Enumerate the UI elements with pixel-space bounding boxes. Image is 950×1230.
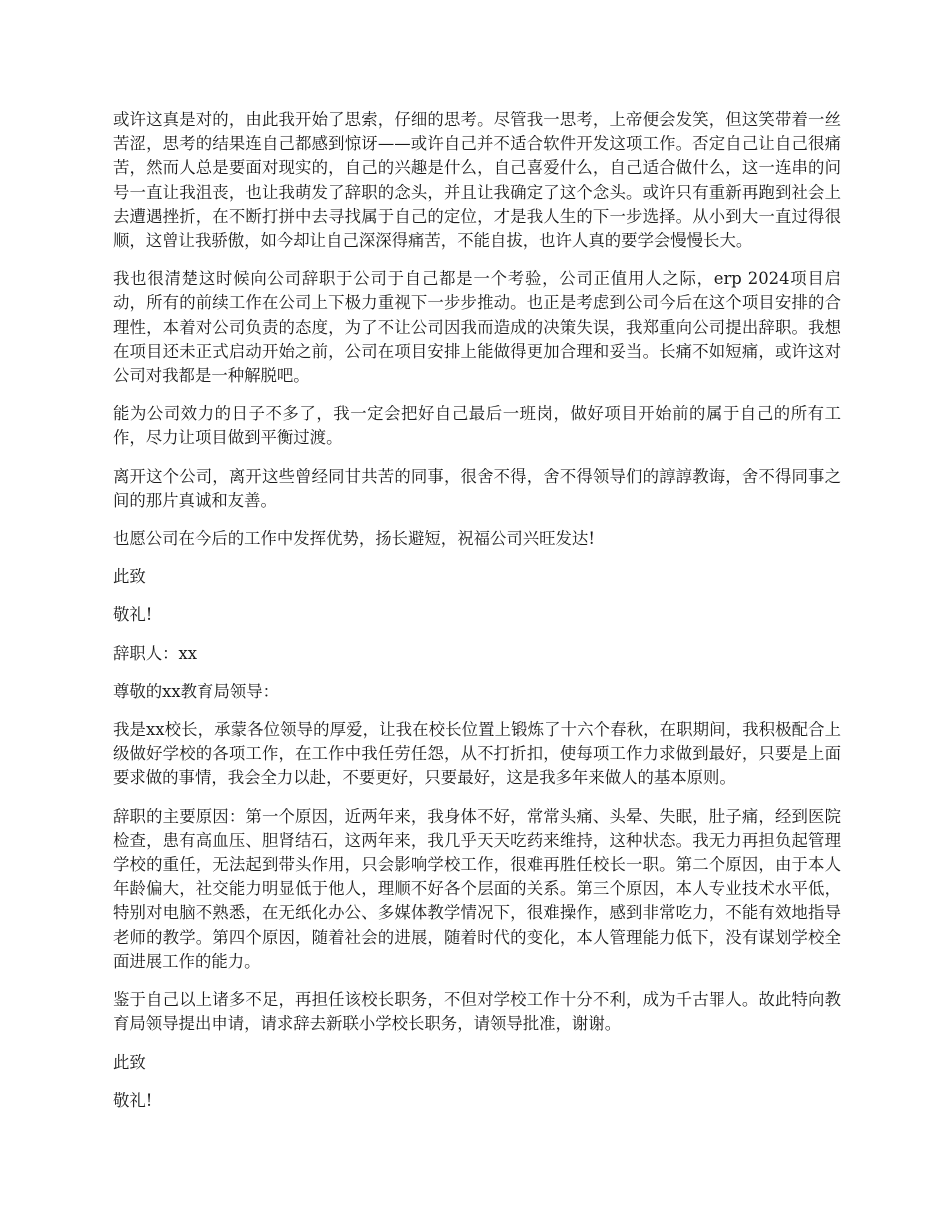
- paragraph-last-duty: 能为公司效力的日子不多了，我一定会把好自己最后一班岗，做好项目开始前的属于自己的所有工作，尽力让项目做到平衡过渡。: [113, 404, 841, 448]
- paragraph-resignation-reasons: 辞职的主要原因：第一个原因，近两年来，我身体不好，常常头痛、头晕、失眠，肚子痛，经到医院检查，患有高血压、胆肾结石，这两年来，我几乎天天吃药来维持，这种状态。我无力再担负起管理学校的重任，无法起到带头作用，只会影响学校工作，很难再胜任校长一职。第二个原因，由于本人年龄偏大，社交能力明显低于他人，理顺不好各个层面的关系。第三个原因，本人专业技术水平低，特别对电脑不熟悉，在无纸化办公、多媒体教学情况下，很难操作，感到非常吃力，不能有效地指导老师的教学。第四个原因，随着社会的进展，随着时代的变化，本人管理能力低下，没有谋划学校全面进展工作的能力。: [113, 806, 841, 971]
- closing-cizhi: 此致: [113, 567, 146, 587]
- paragraph-request: 鉴于自己以上诸多不足，再担任该校长职务，不但对学校工作十分不利，成为千古罪人。故此特向教育局领导提出申请，请求辞去新联小学校长职务，请领导批准，谢谢。: [113, 990, 841, 1034]
- paragraph-blessing: 也愿公司在今后的工作中发挥优势，扬长避短，祝福公司兴旺发达!: [113, 529, 595, 549]
- closing-jingli: 敬礼!: [113, 605, 153, 625]
- document-body: [113, 108, 841, 1127]
- signature-line: 辞职人：xx: [113, 643, 198, 663]
- paragraph-reflection: 或许这真是对的，由此我开始了思索，仔细的思考。尽管我一思考，上帝便会发笑，但这笑带着一丝苦涩，思考的结果连自己都感到惊讶——或许自己并不适合软件开发这项工作。否定自己让自己很痛苦，然而人总是要面对现实的，自己的兴趣是什么，自己喜爱什么，自己适合做什么，这一连串的问号一直让我沮丧，也让我萌发了辞职的念头，并且让我确定了这个念头。或许只有重新再跑到社会上去遭遇挫折，在不断打拼中去寻找属于自己的定位，才是我人生的下一步选择。从小到大一直过得很顺，这曾让我骄傲，如今却让自己深深得痛苦，不能自拔，也许人真的要学会慢慢长大。: [113, 110, 841, 251]
- letter-salutation: 尊敬的xx教育局领导：: [113, 681, 280, 701]
- closing-jingli-2: 敬礼!: [113, 1090, 153, 1110]
- paragraph-company-timing: 我也很清楚这时候向公司辞职于公司于自己都是一个考验，公司正值用人之际，erp 2024项目启动，所有的前续工作在公司上下极力重视下一步步推动。也正是考虑到公司今后在这个项目安排的合理性，本着对公司负责的态度，为了不让公司因我而造成的决策失误，我郑重向公司提出辞职。我想在项目还未正式启动开始之前，公司在项目安排上能做得更加合理和妥当。长痛不如短痛，或许这对公司对我都是一种解脱吧。: [113, 269, 841, 386]
- closing-cizhi-2: 此致: [113, 1052, 146, 1072]
- paragraph-principal-intro: 我是xx校长，承蒙各位领导的厚爱，让我在校长位置上锻炼了十六个春秋，在职期间，我积极配合上级做好学校的各项工作，在工作中我任劳任怨，从不打折扣，使每项工作力求做到最好，只要是上面要求做的事情，我会全力以赴，不要更好，只要最好，这是我多年来做人的基本原则。: [113, 720, 841, 788]
- paragraph-farewell-colleagues: 离开这个公司，离开这些曾经同甘共苦的同事，很舍不得，舍不得领导们的諄諄教诲，舍不得同事之间的那片真诚和友善。: [113, 466, 841, 510]
